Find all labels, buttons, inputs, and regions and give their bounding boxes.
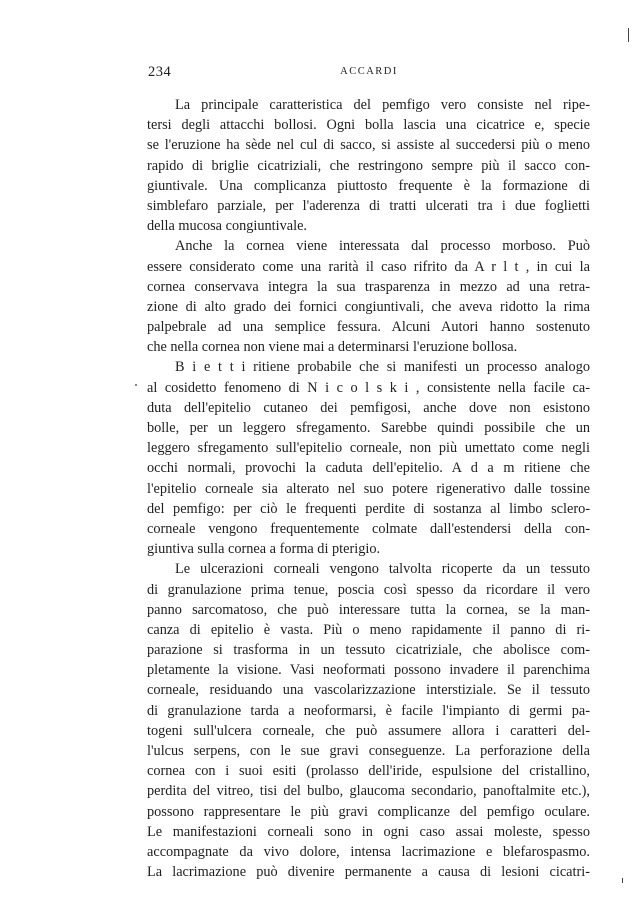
scan-edge-mark (622, 878, 623, 883)
text-line: di granulazione prima tenue, poscia così spesso da ricordare il vero (147, 581, 590, 598)
body-text (147, 95, 590, 882)
text-line: l'epitelio corneale sia alterato nel suo potere rigenerativo dalle tossine (147, 480, 590, 497)
text-line: duta dell'epitelio cutaneo dei pemfigosi, anche dove non esistono (147, 399, 590, 416)
text-line: che nella cornea non viene mai a determinarsi l'eruzione bollosa. (147, 339, 518, 356)
text-line: palpebrale ad una semplice fessura. Alcuni Autori hanno sostenuto (147, 319, 590, 336)
text-line: accompagnate da vivo dolore, intensa lacrimazione e blefarospasmo. (147, 843, 590, 860)
text-line: zione di alto grado dei fornici congiuntivali, che aveva ridotto la rima (147, 298, 590, 315)
text-line: corneale, residuando una vascolarizzazione interstiziale. Se il tessuto (147, 682, 590, 699)
scan-edge-mark (628, 28, 629, 42)
text-line: La lacrimazione può divenire permanente a causa di lesioni cicatri- (147, 864, 590, 881)
text-line: se l'eruzione ha sède nel cul di sacco, si assiste al succedersi più o meno (147, 137, 590, 154)
text-line: panno sarcomatoso, che può interessare tutta la cornea, se la man- (147, 601, 590, 618)
text-line: possono rappresentare le più gravi complicanze del pemfigo oculare. (147, 803, 590, 820)
page-number: 234 (148, 64, 172, 80)
text-line: perdita del vitreo, tisi del bulbo, glaucoma secondario, panoftalmite etc.), (147, 783, 590, 800)
text-line: pletamente la visione. Vasi neoformati possono invadere il parenchima (147, 662, 590, 679)
text-line: canza di epitelio è vasta. Più o meno rapidamente il panno di ri- (147, 621, 590, 638)
text-line: parazione si trasforma in un tessuto cicatriziale, che abolisce com- (147, 642, 590, 659)
text-line: rapido di briglie cicatriziali, che restringono sempre più il sacco con- (147, 157, 590, 174)
text-line: di granulazione tarda a neoformarsi, è facile l'impianto di germi pa- (147, 702, 590, 719)
text-line: giuntiva sulla cornea a forma di pterigio. (147, 541, 381, 558)
text-line: Le ulcerazioni corneali vengono talvolta ricoperte da un tessuto (175, 561, 590, 578)
text-line: Anche la cornea viene interessata dal processo morboso. Può (175, 238, 590, 255)
text-line: l'ulcus serpens, con le sue gravi conseguenze. La perforazione della (147, 743, 590, 759)
text-line: della mucosa congiuntivale. (147, 218, 307, 235)
text-line: B i e t t i ritiene probabile che si manifesti un processo analogo (175, 359, 590, 376)
page-header (148, 64, 590, 82)
text-line: Le manifestazioni corneali sono in ogni caso assai moleste, spesso (147, 823, 590, 840)
text-line: cornea con i suoi esiti (prolasso dell'iride, espulsione del cristallino, (147, 763, 590, 780)
text-line: cornea conservava integra la sua trasparenza in mezzo ad una retra- (147, 278, 590, 295)
text-line: La principale caratteristica del pemfigo vero consiste nel ripe- (175, 97, 590, 113)
text-line: togeni sull'ulcera corneale, che può assumere allora i caratteri del- (147, 722, 590, 739)
text-line: tersi degli attacchi bollosi. Ogni bolla lascia una cicatrice e, specie (147, 117, 590, 134)
text-line: corneale vengono frequentemente colmate dall'estendersi della con- (147, 520, 590, 537)
text-line: leggero sfregamento sull'epitelio corneale, non più umettato come negli (147, 440, 590, 457)
scan-speck (135, 384, 137, 386)
text-line: al cosidetto fenomeno di N i c o l s k i , consistente nella facile ca- (147, 379, 590, 396)
text-line: giuntivale. Una complicanza piuttosto frequente è la formazione di (147, 177, 590, 194)
text-line: bolle, per un leggero sfregamento. Sarebbe quindi possibile che un (147, 420, 590, 436)
running-head: ACCARDI (340, 66, 398, 77)
text-line: essere considerato come una rarità il caso rifrito da A r l t , in cui la (147, 258, 590, 275)
text-line: occhi normali, provochi la caduta dell'epitelio. A d a m ritiene che (147, 460, 590, 477)
text-line: simblefaro parziale, per l'aderenza di tratti ulcerati tra i due foglietti (147, 197, 590, 214)
text-line: del pemfigo: per ciò le frequenti perdite di sostanza al limbo sclero- (147, 500, 590, 517)
